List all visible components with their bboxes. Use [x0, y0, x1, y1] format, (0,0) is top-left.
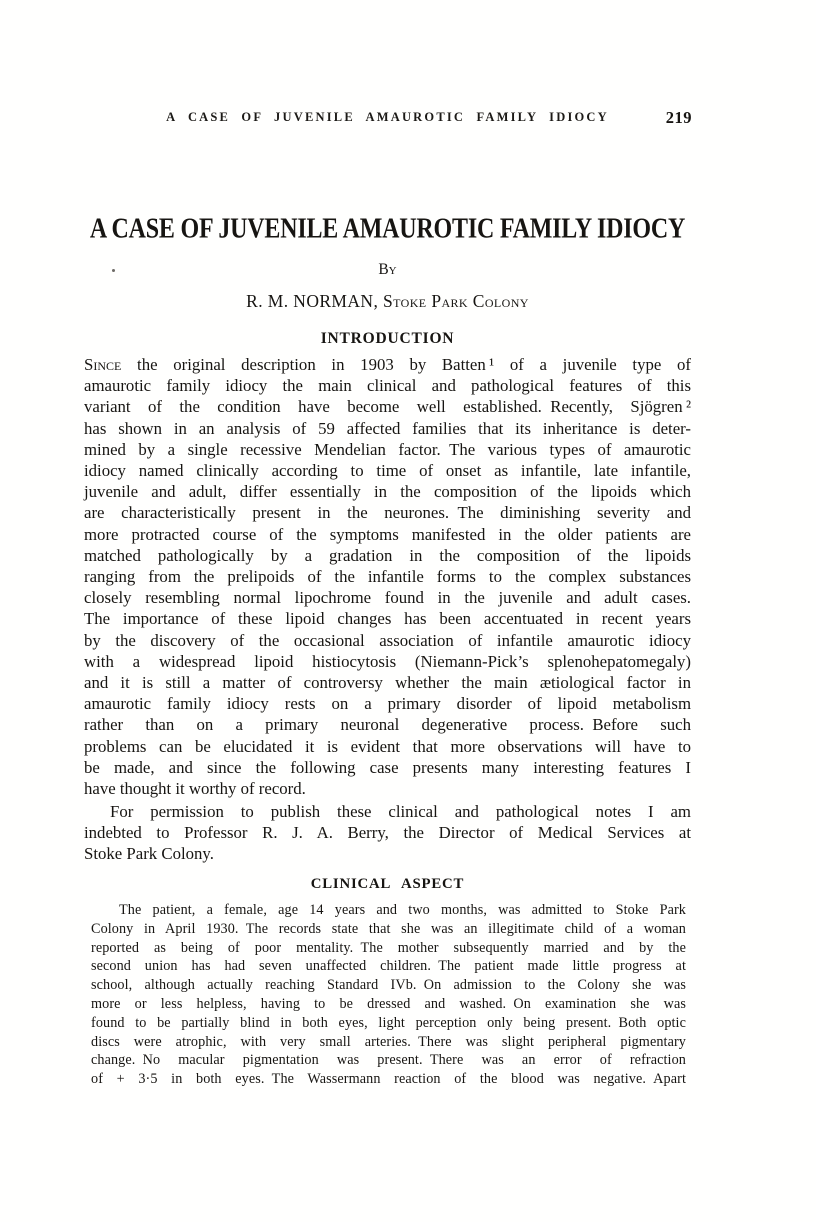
article-title: A CASE OF JUVENILE AMAUROTIC FAMILY IDIOCY [89, 214, 686, 245]
byline-prefix: By [378, 261, 397, 278]
text-line: The importance of these lipoid changes has been accentuated in recent years [84, 609, 691, 629]
text-line: change. No macular pigmentation was present. There was an error of refraction [91, 1052, 686, 1069]
text-line: by the discovery of the occasional association of infantile amaurotic idiocy [84, 630, 691, 650]
introduction-heading: INTRODUCTION [320, 330, 455, 347]
text-line: of + 3·5 in both eyes. The Wassermann reaction of the blood was negative. Apart [91, 1071, 686, 1088]
page-number: 219 [665, 108, 692, 127]
text-line: mined by a single recessive Mendelian factor. The various types of amaurotic [84, 439, 691, 459]
clinical-aspect-heading: CLINICAL ASPECT [310, 876, 465, 892]
text-line: be made, and since the following case presents many interesting features I [84, 757, 691, 777]
text-line: second union has had seven unaffected children. The patient made little progress at [91, 958, 686, 975]
text-line: problems can be elucidated it is evident that more observations will have to [84, 736, 691, 756]
text-line: with a widespread lipoid histiocytosis (Niemann-Pick’s splenohepatomegaly) [84, 651, 691, 671]
author-affiliation: Stoke Park Colony [383, 291, 529, 311]
text-line: more or less helpless, having to be dressed and washed. On examination she was [91, 995, 686, 1012]
byline [84, 261, 691, 279]
text-line: Since the original description in 1903 by Batten ¹ of a juvenile type of [84, 355, 691, 374]
author-name: R. M. NORMAN, [246, 291, 384, 311]
text-line: are characteristically present in the neurones. The diminishing severity and [84, 503, 691, 523]
text-line: matched pathologically by a gradation in the composition of the lipoids [84, 545, 691, 565]
running-head: A CASE OF JUVENILE AMAUROTIC FAMILY IDIOCY [166, 110, 609, 124]
text-line: rather than on a primary neuronal degenerative process. Before such [84, 715, 691, 735]
text-line: variant of the condition have become well established. Recently, Sjögren ² [84, 397, 691, 417]
text-line: school, although actually reaching Standard IVb. On admission to the Colony she was [91, 977, 686, 994]
text-line: found to be partially blind in both eyes, light perception only being present. Both optic [91, 1014, 686, 1031]
text-line: and it is still a matter of controversy whether the main ætiological factor in [84, 673, 691, 693]
text-line: have thought it worthy of record. [84, 779, 306, 799]
acknowledgement-paragraph [84, 801, 691, 865]
author-line [84, 291, 691, 312]
text-line: amaurotic family idiocy the main clinical and pathological features of this [84, 376, 691, 396]
text-line: juvenile and adult, differ essentially in the composition of the lipoids which [84, 482, 691, 502]
text-line: reported as being of poor mentality. The mother subsequently married and by the [91, 939, 686, 956]
text-line: ranging from the prelipoids of the infantile forms to the complex substances [84, 567, 691, 587]
text-line: discs were atrophic, with very small arteries. There was slight peripheral pigmentary [91, 1033, 686, 1050]
text-line: The patient, a female, age 14 years and two months, was admitted to Stoke Park [119, 902, 686, 918]
text-line: For permission to publish these clinical and pathological notes I am [110, 802, 691, 821]
text-line: amaurotic family idiocy rests on a primary disorder of lipoid metabolism [84, 694, 691, 714]
text-line: more protracted course of the symptoms manifested in the older patients are [84, 524, 691, 544]
text-line: closely resembling normal lipochrome found in the juvenile and adult cases. [84, 588, 691, 608]
text-line: Colony in April 1930. The records state that she was an illegitimate child of a woman [91, 920, 686, 937]
text-line: indebted to Professor R. J. A. Berry, the Director of Medical Services at [84, 823, 691, 843]
clinical-aspect-paragraph [91, 901, 686, 1089]
introduction-paragraph [84, 354, 691, 799]
text-line: idiocy named clinically according to time of onset as infantile, late infantile, [84, 461, 691, 481]
text-line: Stoke Park Colony. [84, 844, 214, 864]
text-line: has shown in an analysis of 59 affected families that its inheritance is deter- [84, 418, 691, 438]
